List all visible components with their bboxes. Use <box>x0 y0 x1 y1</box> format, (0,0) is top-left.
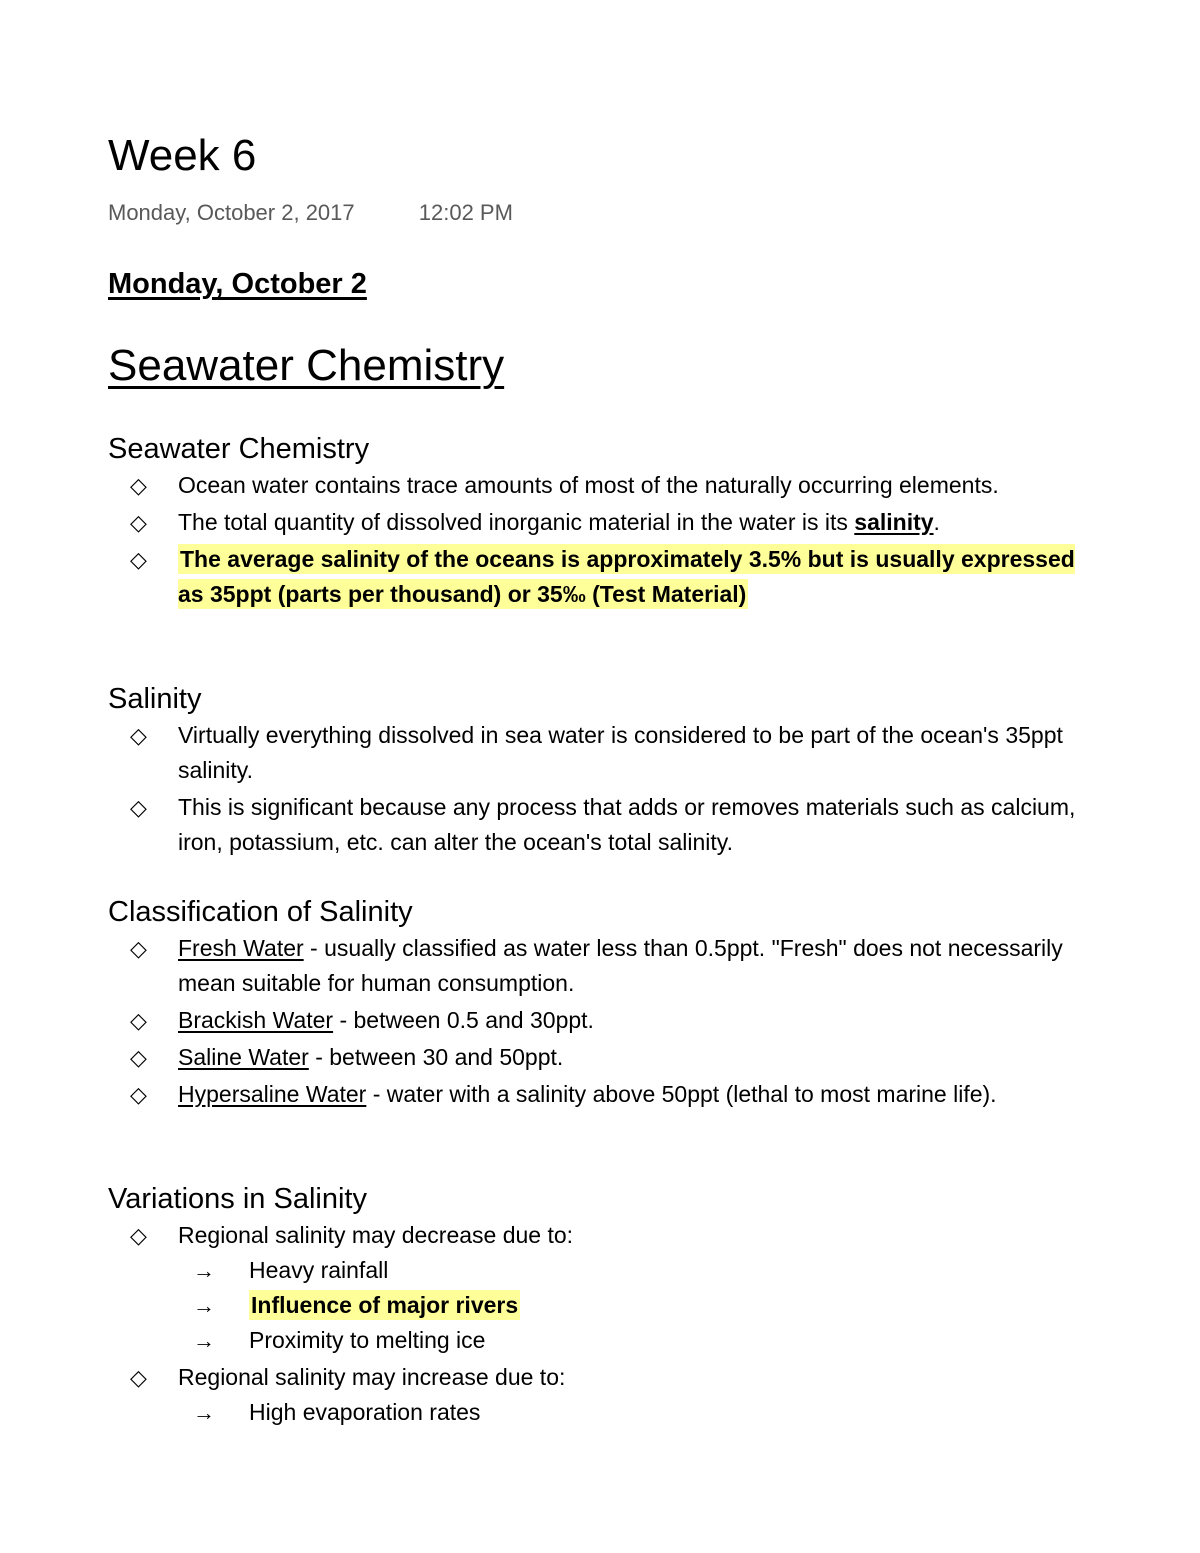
bullet-text: The total quantity of dissolved inorganic material in the water is its <box>178 509 855 535</box>
term-description: - water with a salinity above 50ppt (lethal to most marine life). <box>366 1081 997 1107</box>
arrow-right-icon: → <box>193 1258 215 1283</box>
section-heading: Variations in Salinity <box>108 1183 367 1215</box>
term-fresh-water: Fresh Water <box>178 935 304 961</box>
bullet-list <box>108 1218 1098 1430</box>
diamond-bullet-icon: ◇ <box>130 547 147 572</box>
list-item <box>108 931 1098 1001</box>
arrow-right-icon: → <box>193 1328 215 1353</box>
diamond-bullet-icon: ◇ <box>130 1045 147 1070</box>
bullet-list <box>108 718 1098 860</box>
bullet-text: Ocean water contains trace amounts of most of the naturally occurring elements. <box>178 472 999 498</box>
bullet-text: Regional salinity may increase due to: <box>178 1364 566 1390</box>
sub-list-item <box>108 1253 1098 1288</box>
list-item <box>108 790 1098 860</box>
term-hypersaline-water: Hypersaline Water <box>178 1081 367 1107</box>
diamond-bullet-icon: ◇ <box>130 473 147 498</box>
list-item <box>108 505 1098 540</box>
diamond-bullet-icon: ◇ <box>130 795 147 820</box>
section-chemistry <box>108 430 1098 614</box>
highlighted-sub-item-text: Influence of major rivers <box>251 1292 519 1318</box>
diamond-bullet-icon: ◇ <box>130 1008 147 1033</box>
sub-item-text: Heavy rainfall <box>249 1257 389 1283</box>
term-saline-water: Saline Water <box>178 1044 309 1070</box>
list-item <box>108 1040 1098 1075</box>
bullet-text: Virtually everything dissolved in sea water is considered to be part of the ocean's 35ppt salinity. <box>178 722 1063 783</box>
section-heading: Salinity <box>108 683 202 715</box>
bullet-list <box>108 931 1098 1112</box>
bullet-list <box>108 468 1098 612</box>
diamond-bullet-icon: ◇ <box>130 1082 147 1107</box>
list-item <box>108 542 1098 612</box>
sub-list-item <box>108 1288 1098 1323</box>
sub-list-item <box>108 1323 1098 1358</box>
bullet-text: This is significant because any process that adds or removes materials such as calcium, iron, potassium, etc. can alter the ocean's total salinity. <box>178 794 1076 855</box>
term-salinity: salinity <box>854 509 934 535</box>
page-title: Week 6 <box>108 131 257 180</box>
diamond-bullet-icon: ◇ <box>130 723 147 748</box>
highlighted-bullet-text: The average salinity of the oceans is approximately 3.5% but is usually expressed as 35ppt (parts per thousand) or 35‰ (Test Material) <box>178 546 1075 607</box>
term-description: - between 0.5 and 30ppt. <box>333 1007 594 1033</box>
section-variations <box>108 1180 1098 1432</box>
bullet-text-end: . <box>933 509 940 535</box>
list-item <box>108 1218 1098 1358</box>
note-date: Monday, October 2, 2017 <box>108 200 355 225</box>
section-heading: Seawater Chemistry <box>108 433 370 465</box>
bullet-text: Regional salinity may decrease due to: <box>178 1222 574 1248</box>
section-classification <box>108 893 1098 1114</box>
term-brackish-water: Brackish Water <box>178 1007 334 1033</box>
term-description: - usually classified as water less than 0.5ppt. "Fresh" does not necessarily mean suitable for human consumption. <box>178 935 1063 996</box>
diamond-bullet-icon: ◇ <box>130 936 147 961</box>
term-description: - between 30 and 50ppt. <box>308 1044 564 1070</box>
arrow-right-icon: → <box>193 1400 215 1425</box>
main-title: Seawater Chemistry <box>108 341 505 390</box>
list-item <box>108 1003 1098 1038</box>
sub-list <box>178 1253 1098 1358</box>
sub-item-text: High evaporation rates <box>249 1399 481 1425</box>
day-heading: Monday, October 2 <box>108 268 367 300</box>
note-meta <box>108 200 513 226</box>
list-item <box>108 1077 1098 1112</box>
list-item <box>108 718 1098 788</box>
sub-item-text: Proximity to melting ice <box>249 1327 486 1353</box>
diamond-bullet-icon: ◇ <box>130 1365 147 1390</box>
section-salinity <box>108 680 1098 862</box>
list-item <box>108 468 1098 503</box>
note-time: 12:02 PM <box>418 200 513 225</box>
list-item <box>108 1360 1098 1430</box>
arrow-right-icon: → <box>193 1293 215 1318</box>
section-heading: Classification of Salinity <box>108 896 413 928</box>
sub-list <box>178 1395 1098 1430</box>
sub-list-item <box>108 1395 1098 1430</box>
diamond-bullet-icon: ◇ <box>130 1223 147 1248</box>
diamond-bullet-icon: ◇ <box>130 510 147 535</box>
